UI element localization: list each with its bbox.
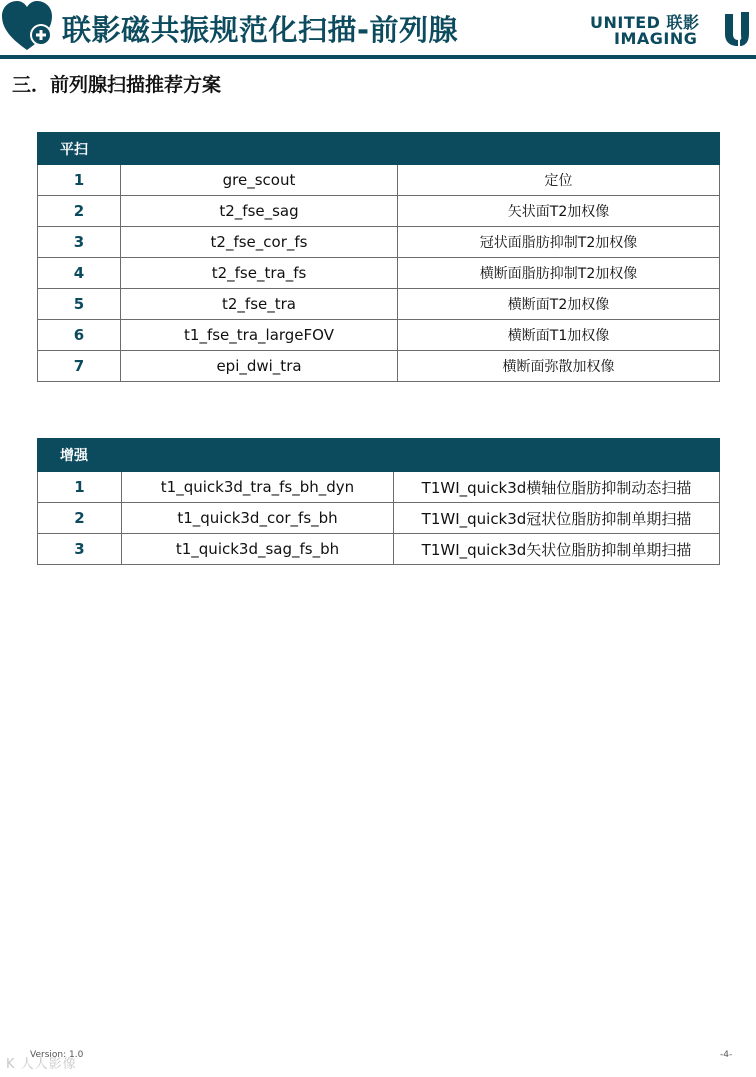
sequence-name: t2_fse_sag — [121, 196, 398, 227]
table-row — [38, 258, 720, 289]
row-number: 2 — [38, 196, 121, 227]
table-row — [38, 227, 720, 258]
row-number: 1 — [38, 165, 121, 196]
table-row — [38, 534, 720, 565]
row-number: 3 — [38, 227, 121, 258]
sequence-name: t2_fse_tra — [121, 289, 398, 320]
header-divider — [0, 55, 756, 59]
page-header — [0, 0, 756, 56]
sequence-description: 横断面T1加权像 — [398, 320, 720, 351]
table-row — [38, 503, 720, 534]
row-number: 4 — [38, 258, 121, 289]
brand-name-line2: IMAGING — [614, 29, 698, 48]
table-row — [38, 196, 720, 227]
brand-mark-icon — [724, 12, 750, 46]
row-number: 1 — [38, 472, 122, 503]
sequence-description: 冠状面脂肪抑制T2加权像 — [398, 227, 720, 258]
header-cell-blank — [121, 133, 398, 165]
table-row — [38, 472, 720, 503]
sequence-description: T1WI_quick3d矢状位脂肪抑制单期扫描 — [394, 534, 720, 565]
table-row — [38, 165, 720, 196]
table-row — [38, 289, 720, 320]
header-cell-blank — [398, 133, 720, 165]
version-label: Version: 1.0 — [30, 1050, 84, 1060]
sequence-description: T1WI_quick3d冠状位脂肪抑制单期扫描 — [394, 503, 720, 534]
sequence-name: t1_quick3d_sag_fs_bh — [122, 534, 394, 565]
sequence-description: T1WI_quick3d横轴位脂肪抑制动态扫描 — [394, 472, 720, 503]
row-number: 7 — [38, 351, 121, 382]
row-number: 5 — [38, 289, 121, 320]
section-title: 三．前列腺扫描推荐方案 — [12, 74, 222, 96]
sequence-name: t1_quick3d_cor_fs_bh — [122, 503, 394, 534]
united-imaging-logo — [590, 10, 750, 50]
enhanced-scan-table — [37, 438, 720, 565]
row-number: 3 — [38, 534, 122, 565]
sequence-name: t2_fse_tra_fs — [121, 258, 398, 289]
brand-name-line1: UNITED 联影 — [590, 13, 700, 32]
row-number: 2 — [38, 503, 122, 534]
plain-scan-table — [37, 132, 720, 382]
table-row — [38, 320, 720, 351]
sequence-description: 横断面弥散加权像 — [398, 351, 720, 382]
document-title: 联影磁共振规范化扫描-前列腺 — [62, 13, 459, 47]
sequence-name: t1_fse_tra_largeFOV — [121, 320, 398, 351]
sequence-name: epi_dwi_tra — [121, 351, 398, 382]
sequence-name: gre_scout — [121, 165, 398, 196]
header-cell-blank — [122, 439, 394, 472]
row-number: 6 — [38, 320, 121, 351]
plain-scan-header: 平扫 — [38, 133, 121, 165]
sequence-description: 定位 — [398, 165, 720, 196]
sequence-description: 矢状面T2加权像 — [398, 196, 720, 227]
page-number: -4- — [720, 1050, 733, 1060]
sequence-description: 横断面脂肪抑制T2加权像 — [398, 258, 720, 289]
table-row — [38, 351, 720, 382]
table-header-row — [38, 439, 720, 472]
enhanced-scan-header: 增强 — [38, 439, 122, 472]
watermark: K 人人影像 — [6, 1057, 77, 1072]
sequence-description: 横断面T2加权像 — [398, 289, 720, 320]
header-cell-blank — [394, 439, 720, 472]
sequence-name: t2_fse_cor_fs — [121, 227, 398, 258]
heart-plus-logo-icon — [0, 0, 56, 54]
table-header-row — [38, 133, 720, 165]
sequence-name: t1_quick3d_tra_fs_bh_dyn — [122, 472, 394, 503]
